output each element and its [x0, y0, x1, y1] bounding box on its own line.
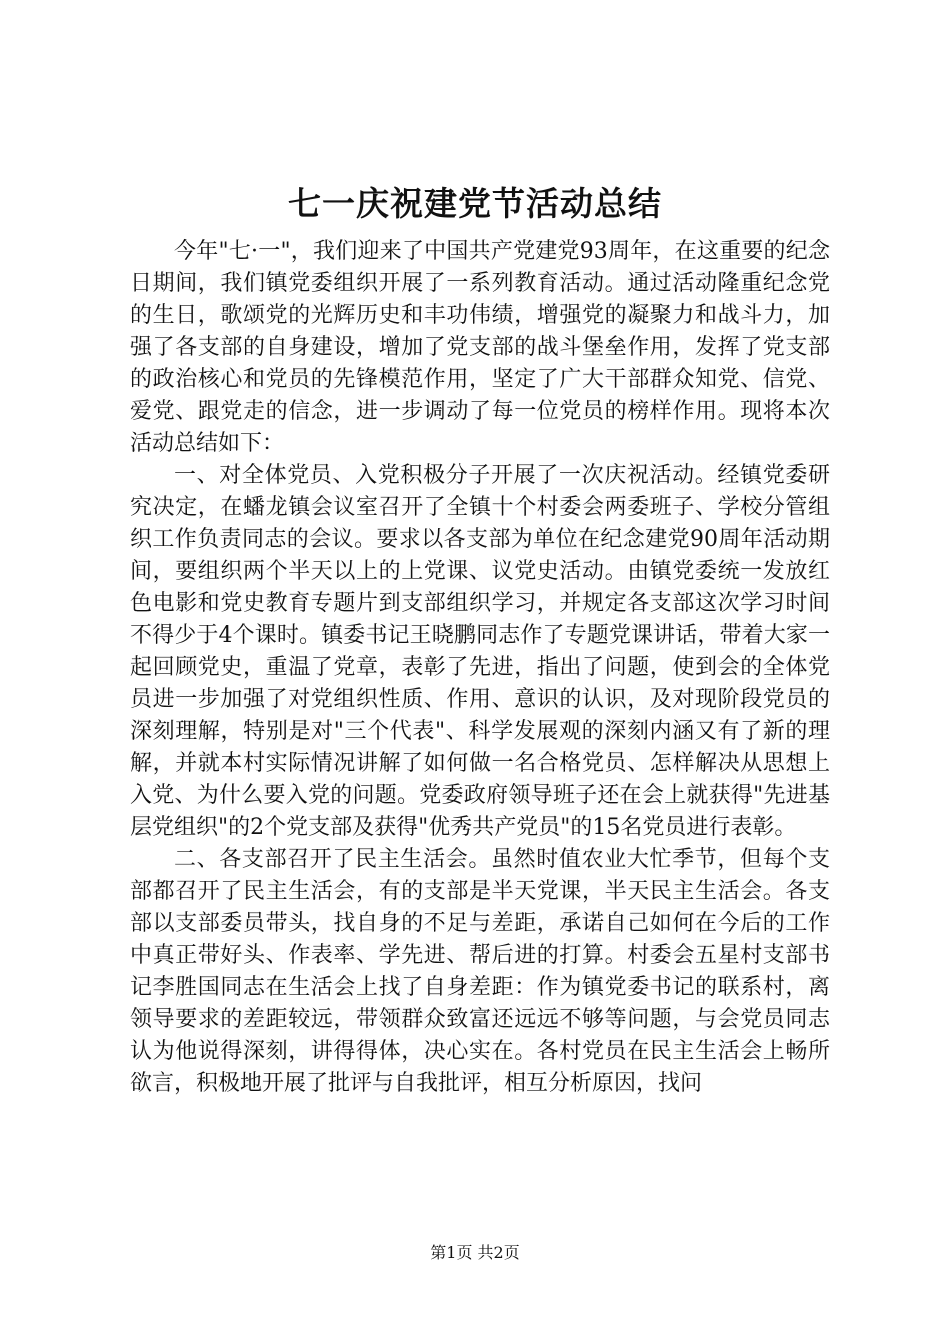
document-title: 七一庆祝建党节活动总结: [288, 184, 662, 223]
page-footer: 第1页 共2页: [430, 1243, 520, 1262]
paragraph-section-one: 一、对全体党员、入党积极分子开展了一次庆祝活动。经镇党委研究决定，在蟠龙镇会议室召开了全镇十个村委会两委班子、学校分管组织工作负责同志的会议。要求以各支部为单位在纪念建党90周年活动期间，要组织两个半天以上的上党课、议党史活动。由镇党委统一发放红色电影和党史教育专题片到支部组织学习，并规定各支部这次学习时间不得少于4个课时。镇委书记王晓鹏同志作了专题党课讲话，带着大家一起回顾党史，重温了党章，表彰了先进，指出了问题，使到会的全体党员进一步加强了对党组织性质、作用、意识的认识，及对现阶段党员的深刻理解，特别是对"三个代表"、科学发展观的深刻内涵又有了新的理解，并就本村实际情况讲解了如何做一名合格党员、怎样解决从思想上入党、为什么要入党的问题。党委政府领导班子还在会上就获得"先进基层党组织"的2个党支部及获得"优秀共产党员"的15名党员进行表彰。: [130, 463, 830, 840]
paragraph-section-two: 二、各支部召开了民主生活会。虽然时值农业大忙季节，但每个支部都召开了民主生活会，有的支部是半天党课，半天民主生活会。各支部以支部委员带头，找自身的不足与差距，承诺自己如何在今后的工作中真正带好头、作表率、学先进、帮后进的打算。村委会五星村支部书记李胜国同志在生活会上找了自身差距：作为镇党委书记的联系村，离领导要求的差距较远，带领群众致富还远远不够等问题，与会党员同志认为他说得深刻，讲得得体，决心实在。各村党员在民主生活会上畅所欲言，积极地开展了批评与自我批评，相互分析原因，找问: [130, 847, 830, 1096]
paragraph-intro: 今年"七·一"，我们迎来了中国共产党建党93周年，在这重要的纪念日期间，我们镇党委组织开展了一系列教育活动。通过活动隆重纪念党的生日，歌颂党的光辉历史和丰功伟绩，增强党的凝聚力和战斗力，加强了各支部的自身建设，增加了党支部的战斗堡垒作用，发挥了党支部的政治核心和党员的先锋模范作用，坚定了广大干部群众知党、信党、爱党、跟党走的信念，进一步调动了每一位党员的榜样作用。现将本次活动总结如下：: [130, 239, 830, 456]
document-body: [130, 236, 830, 1100]
